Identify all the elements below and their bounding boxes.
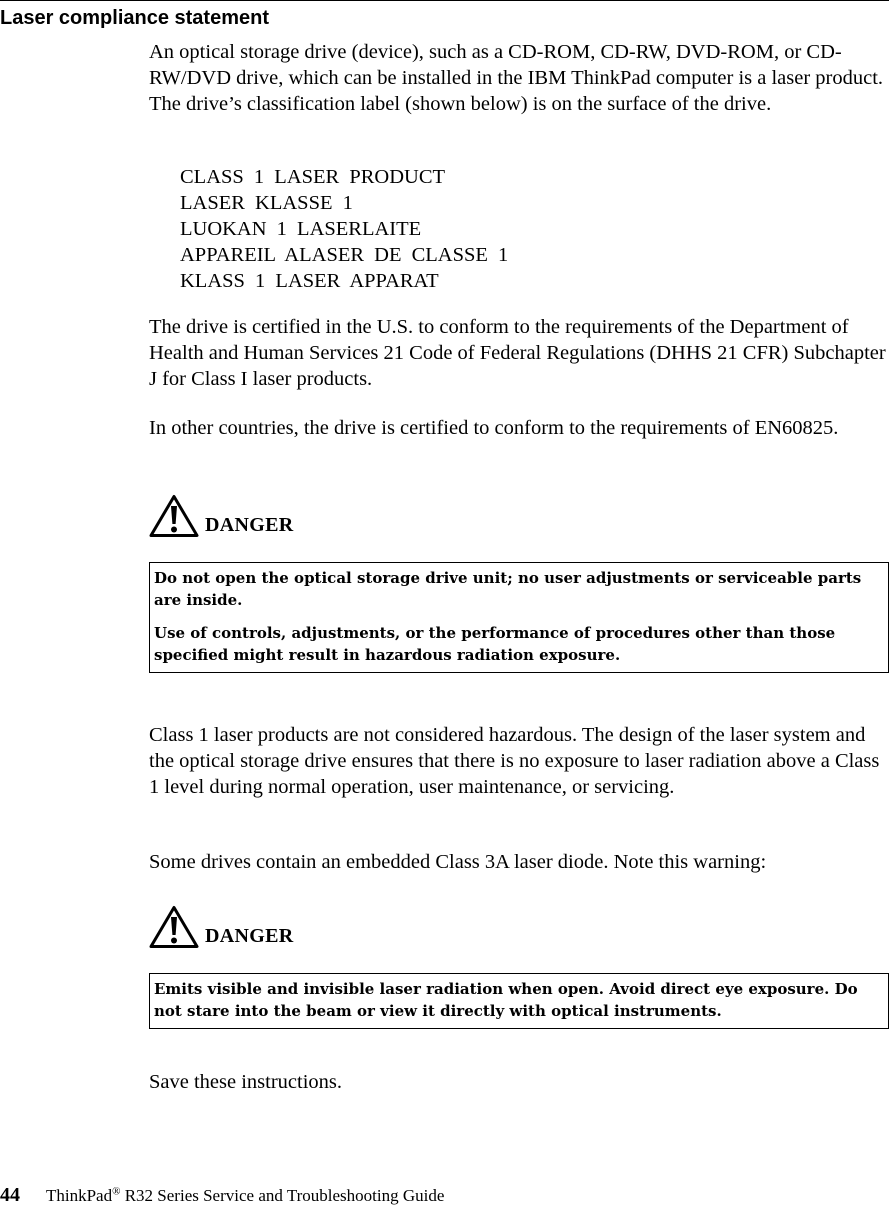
label-line: APPAREIL ALASER DE CLASSE 1 — [180, 244, 509, 266]
danger-label: DANGER — [205, 925, 294, 947]
page-footer — [0, 1184, 444, 1207]
danger-text: Do not open the optical storage drive unit; no user adjustments or serviceable parts are inside. — [154, 569, 862, 609]
closing-paragraph: Save these instructions. — [149, 1071, 343, 1093]
label-line: LASER KLASSE 1 — [180, 192, 353, 214]
page-number: 44 — [0, 1184, 20, 1206]
class3a-paragraph: Some drives contain an embedded Class 3A laser diode. Note this warning: — [149, 851, 767, 873]
registered-mark: ® — [112, 1185, 121, 1198]
classification-label — [180, 164, 508, 294]
warning-triangle-icon — [149, 905, 199, 949]
label-line: LUOKAN 1 LASERLAITE — [180, 218, 422, 240]
danger-text: Emits visible and invisible laser radiation when open. Avoid direct eye exposure. Do not stare into the beam or view it directly with optical instruments. — [154, 980, 858, 1020]
book-title-rest: R32 Series Service and Troubleshooting Guide — [120, 1186, 445, 1205]
section-title: Laser compliance statement — [0, 7, 269, 29]
danger-label: DANGER — [205, 514, 294, 536]
warning-triangle-icon — [149, 494, 199, 538]
danger-heading — [149, 494, 293, 538]
danger-notice-box — [149, 562, 889, 673]
class1-paragraph: Class 1 laser products are not considered hazardous. The design of the laser system and the optical storage drive ensures that there is no exposure to laser radiation above a Class 1 level during normal operation, user maintenance, or servicing. — [149, 724, 880, 798]
intro-paragraph: An optical storage drive (device), such as a CD-ROM, CD-RW, DVD-ROM, or CD-RW/DVD drive, which can be installed in the IBM ThinkPad computer is a laser product. The drive’s classification label (shown below) is on the surface of the drive. — [149, 41, 884, 115]
danger-heading — [149, 905, 293, 949]
top-rule — [0, 0, 889, 1]
book-title — [46, 1186, 444, 1205]
label-line: CLASS 1 LASER PRODUCT — [180, 166, 446, 188]
other-countries-paragraph: In other countries, the drive is certified to conform to the requirements of EN60825. — [149, 417, 839, 439]
us-certification-paragraph: The drive is certified in the U.S. to conform to the requirements of the Department of Health and Human Services 21 Code of Federal Regulations (DHHS 21 CFR) Subchapter J for Class I laser products. — [149, 316, 886, 390]
danger-text: Use of controls, adjustments, or the performance of procedures other than those specified might result in hazardous radiation exposure. — [154, 624, 836, 664]
label-line: KLASS 1 LASER APPARAT — [180, 270, 439, 292]
book-title-brand: ThinkPad — [46, 1186, 113, 1205]
danger-notice-box — [149, 973, 889, 1029]
